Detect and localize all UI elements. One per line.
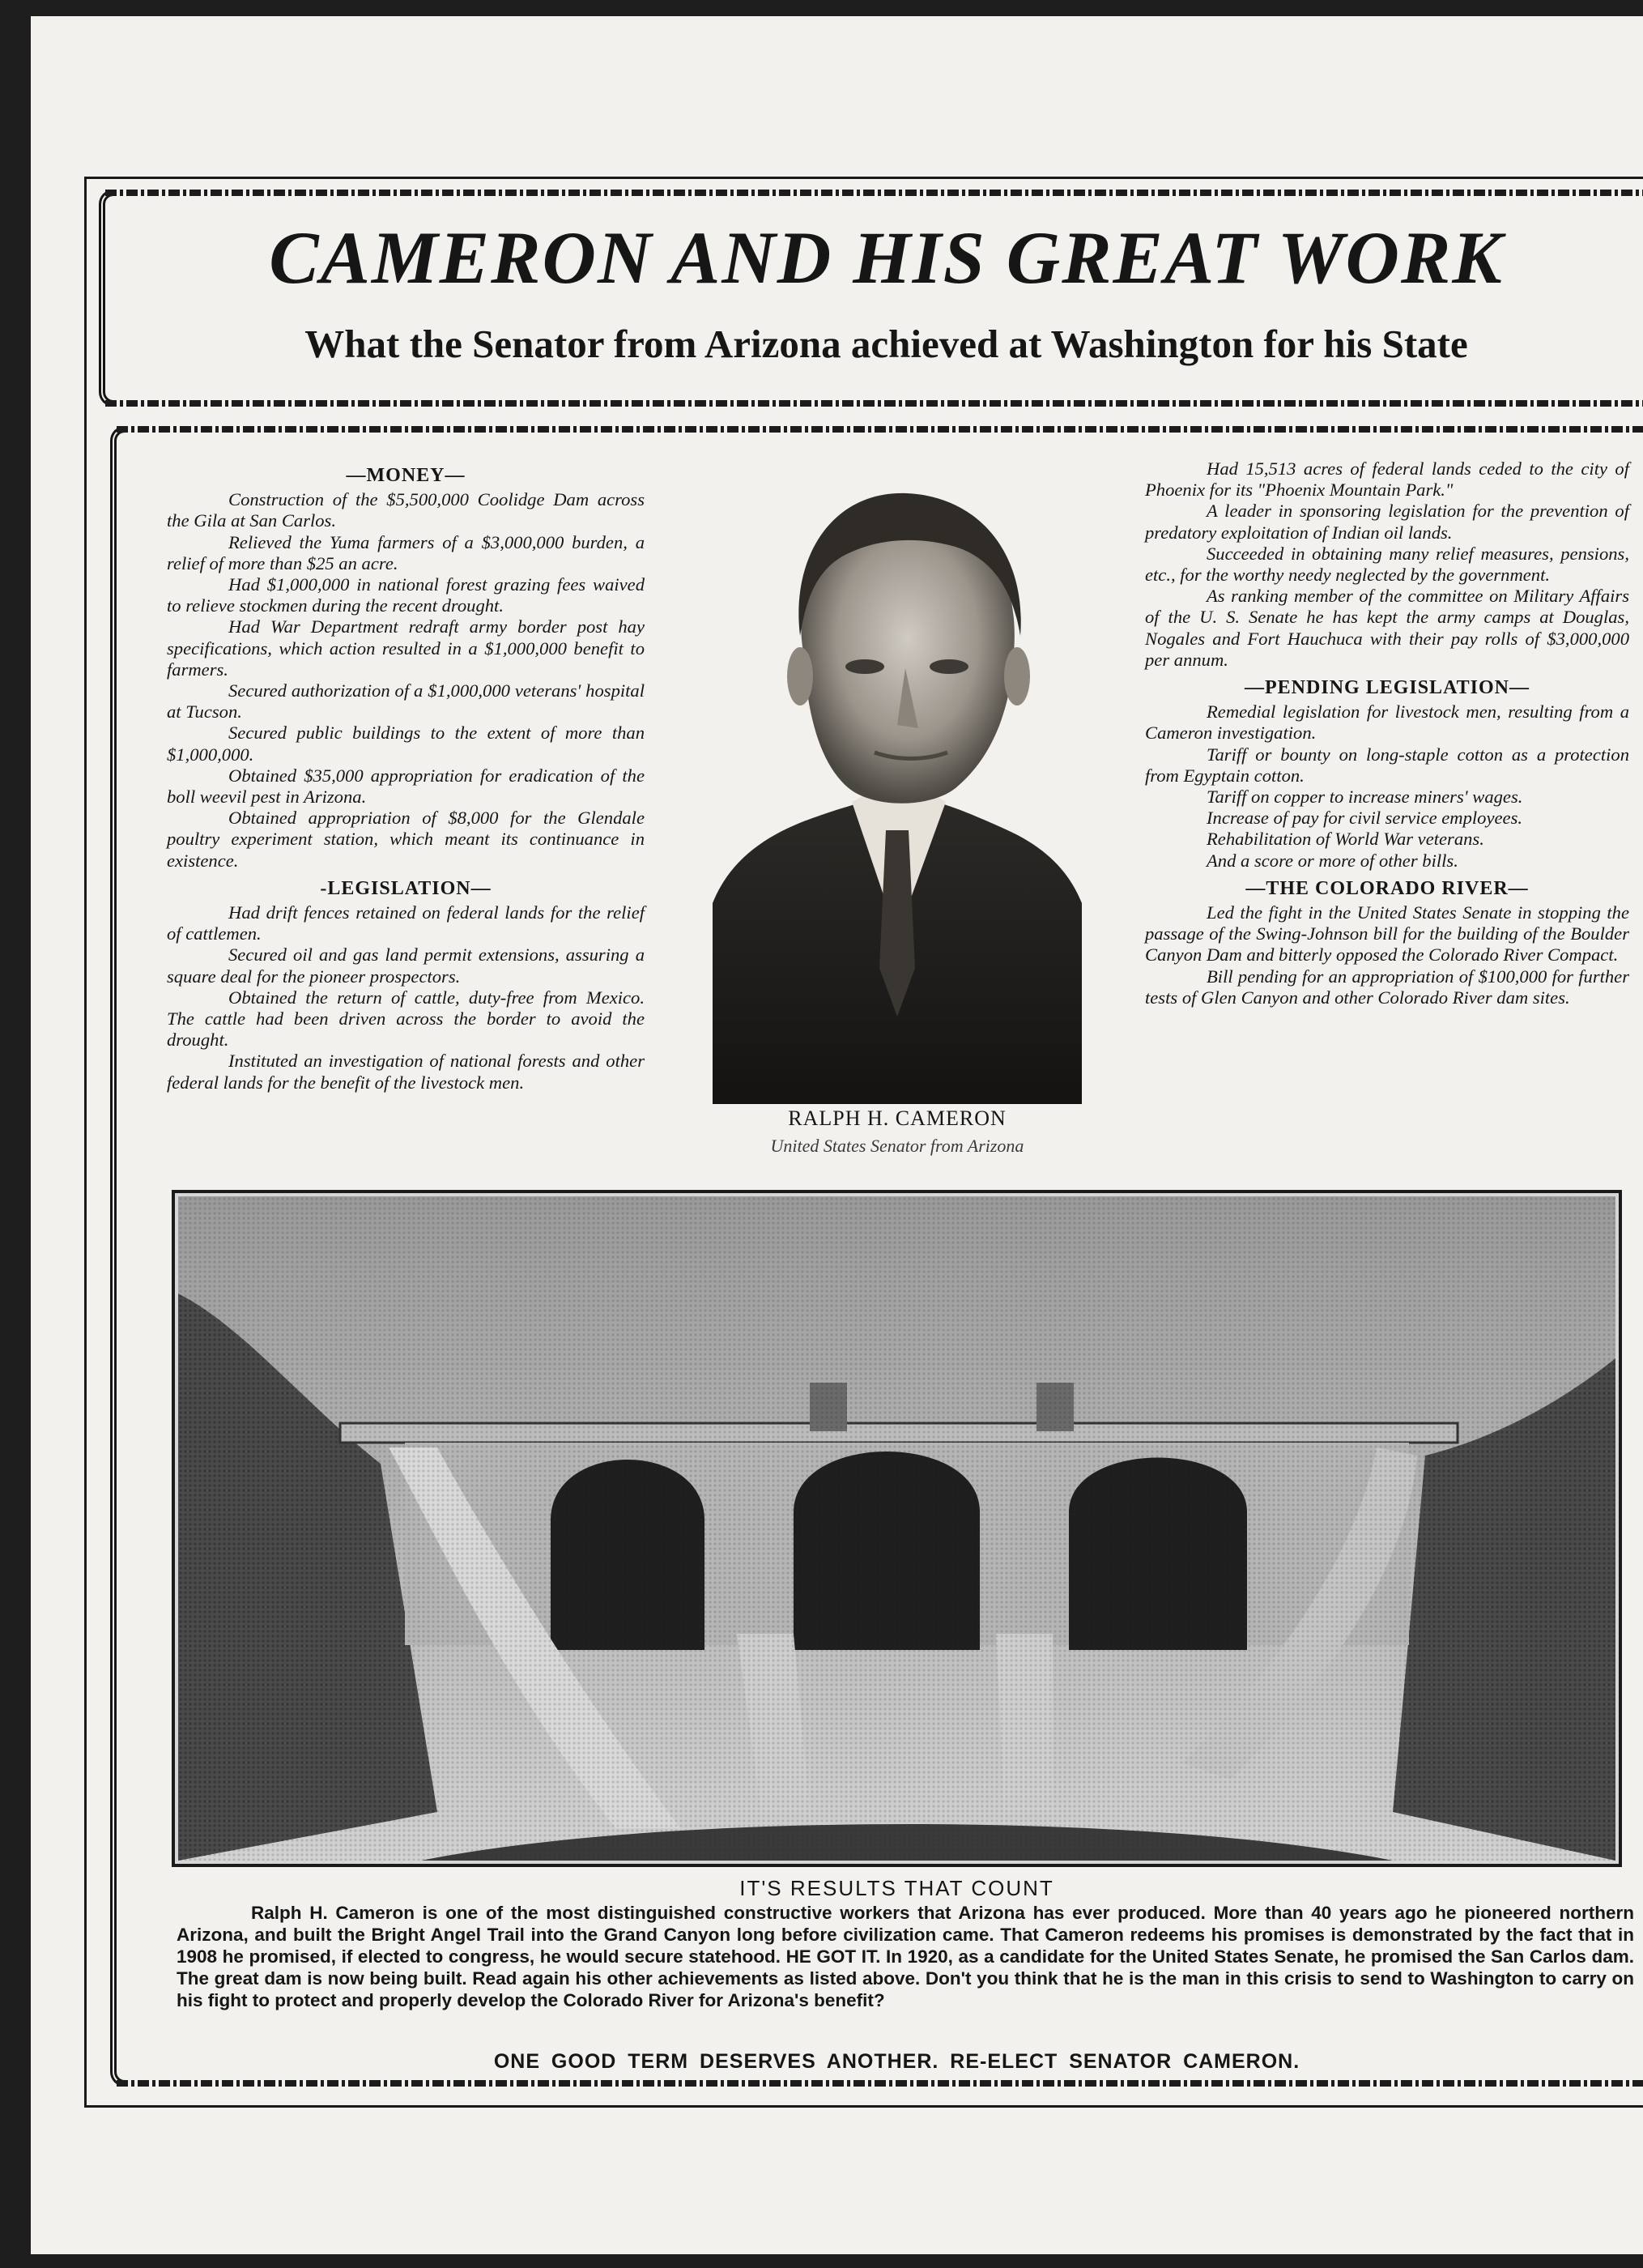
ornamental-rule-bottom (117, 2080, 1643, 2087)
legislation-item: Instituted an investigation of national forests and other federal lands for the benefit of the livestock men. (167, 1051, 645, 1093)
pending-legislation-heading: —PENDING LEGISLATION— (1245, 677, 1530, 699)
left-column (167, 458, 645, 1094)
achievement-item: Had 15,513 acres of federal lands ceded to the city of Phoenix for its "Phoenix Mountain Park." (1145, 458, 1629, 501)
closing-slogan: ONE GOOD TERM DESERVES ANOTHER. RE-ELECT SENATOR CAMERON. (493, 2050, 1300, 2073)
portrait-photo (713, 482, 1082, 1104)
legislation-item: Had drift fences retained on federal lands for the relief of cattlemen. (167, 902, 645, 944)
money-item: Had $1,000,000 in national forest grazing fees waived to relieve stockmen during the recent drought. (167, 574, 645, 616)
scan-border-bottom (0, 2254, 1643, 2268)
money-item: Secured authorization of a $1,000,000 veterans' hospital at Tucson. (167, 680, 645, 723)
subheadline: What the Senator from Arizona achieved at Washington for his State (304, 322, 1468, 366)
scan-border-top (0, 0, 1643, 16)
legislation-item: Obtained the return of cattle, duty-free from Mexico. The cattle had been driven across the border to avoid the drought. (167, 987, 645, 1051)
colorado-item: Bill pending for an appropriation of $100,000 for further tests of Glen Canyon and other Colorado River dam sites. (1145, 966, 1629, 1008)
right-column (1145, 458, 1629, 1008)
dam-photo-frame (172, 1190, 1622, 1867)
pending-item: Tariff or bounty on long-staple cotton as a protection from Egyptain cotton. (1145, 744, 1629, 786)
legislation-heading: -LEGISLATION— (320, 877, 492, 899)
money-item: Had War Department redraft army border post hay specifications, which action resulted in a $1,000,000 benefit to farmers. (167, 616, 645, 680)
money-item: Relieved the Yuma farmers of a $3,000,000 burden, a relief of more than $25 an acre. (167, 531, 645, 573)
colorado-item: Led the fight in the United States Senate in stopping the passage of the Swing-Johnson bill for the building of the Boulder Canyon Dam and bitterly opposed the Colorado River Compact. (1145, 902, 1629, 966)
pending-item: Remedial legislation for livestock men, resulting from a Cameron investigation. (1145, 701, 1629, 744)
achievement-item: As ranking member of the committee on Military Affairs of the U. S. Senate he has kept the army camps at Douglas, Nogales and Fort Hauchuca with their pay rolls of $3,000,000 per annum. (1145, 586, 1629, 670)
pending-item: Increase of pay for civil service employees. (1207, 808, 1523, 829)
achievement-item: Succeeded in obtaining many relief measures, pensions, etc., for the worthy needy neglected by the government. (1145, 543, 1629, 586)
dam-photo (178, 1196, 1615, 1861)
achievement-item: A leader in sponsoring legislation for the prevention of predatory exploitation of Indian oil lands. (1145, 501, 1629, 543)
portrait-caption-name: RALPH H. CAMERON (788, 1106, 1007, 1130)
ornamental-rule-top (105, 190, 1643, 196)
money-item: Obtained $35,000 appropriation for eradication of the boll weevil pest in Arizona. (167, 765, 645, 808)
pending-item: Rehabilitation of World War veterans. (1207, 829, 1484, 850)
portrait-caption-title: United States Senator from Arizona (770, 1136, 1024, 1156)
scan-border-left (0, 0, 31, 2268)
money-item: Obtained appropriation of $8,000 for the Glendale poultry experiment station, which meant its continuance in existence. (167, 808, 645, 871)
ornamental-rule (105, 400, 1643, 407)
money-item: Secured public buildings to the extent of more than $1,000,000. (167, 723, 645, 765)
pending-item: And a score or more of other bills. (1207, 850, 1458, 871)
colorado-river-heading: —THE COLORADO RIVER— (1245, 877, 1529, 899)
results-heading: IT'S RESULTS THAT COUNT (739, 1876, 1054, 1900)
results-body: Ralph H. Cameron is one of the most distinguished constructive workers that Arizona has ever produced. More than 40 years ago he pioneered northern Arizona, and built the Bright Angel Trail into the Grand Canyon long before civilization came. That Cameron redeems his promises is demonstrated by the fact that in 1908 he promised, if elected to congress, he would secure statehood. HE GOT IT. In 1920, as a candidate for the United States Senate, he promised the San Carlos dam. The great dam is now being built. Read again his other achievements as listed above. Don't you think that he is the man in this crisis to send to Washington to carry on his fight to protect and properly develop the Colorado River for Arizona's benefit? (177, 1903, 1634, 2010)
headline: CAMERON AND HIS GREAT WORK (269, 216, 1504, 299)
legislation-item: Secured oil and gas land permit extensions, assuring a square deal for the pioneer prospectors. (167, 944, 645, 987)
money-heading: —MONEY— (346, 465, 466, 486)
money-item: Construction of the $5,500,000 Coolidge Dam across the Gila at San Carlos. (167, 489, 645, 531)
pending-item: Tariff on copper to increase miners' wages. (1207, 787, 1523, 808)
ornamental-rule (117, 426, 1643, 433)
